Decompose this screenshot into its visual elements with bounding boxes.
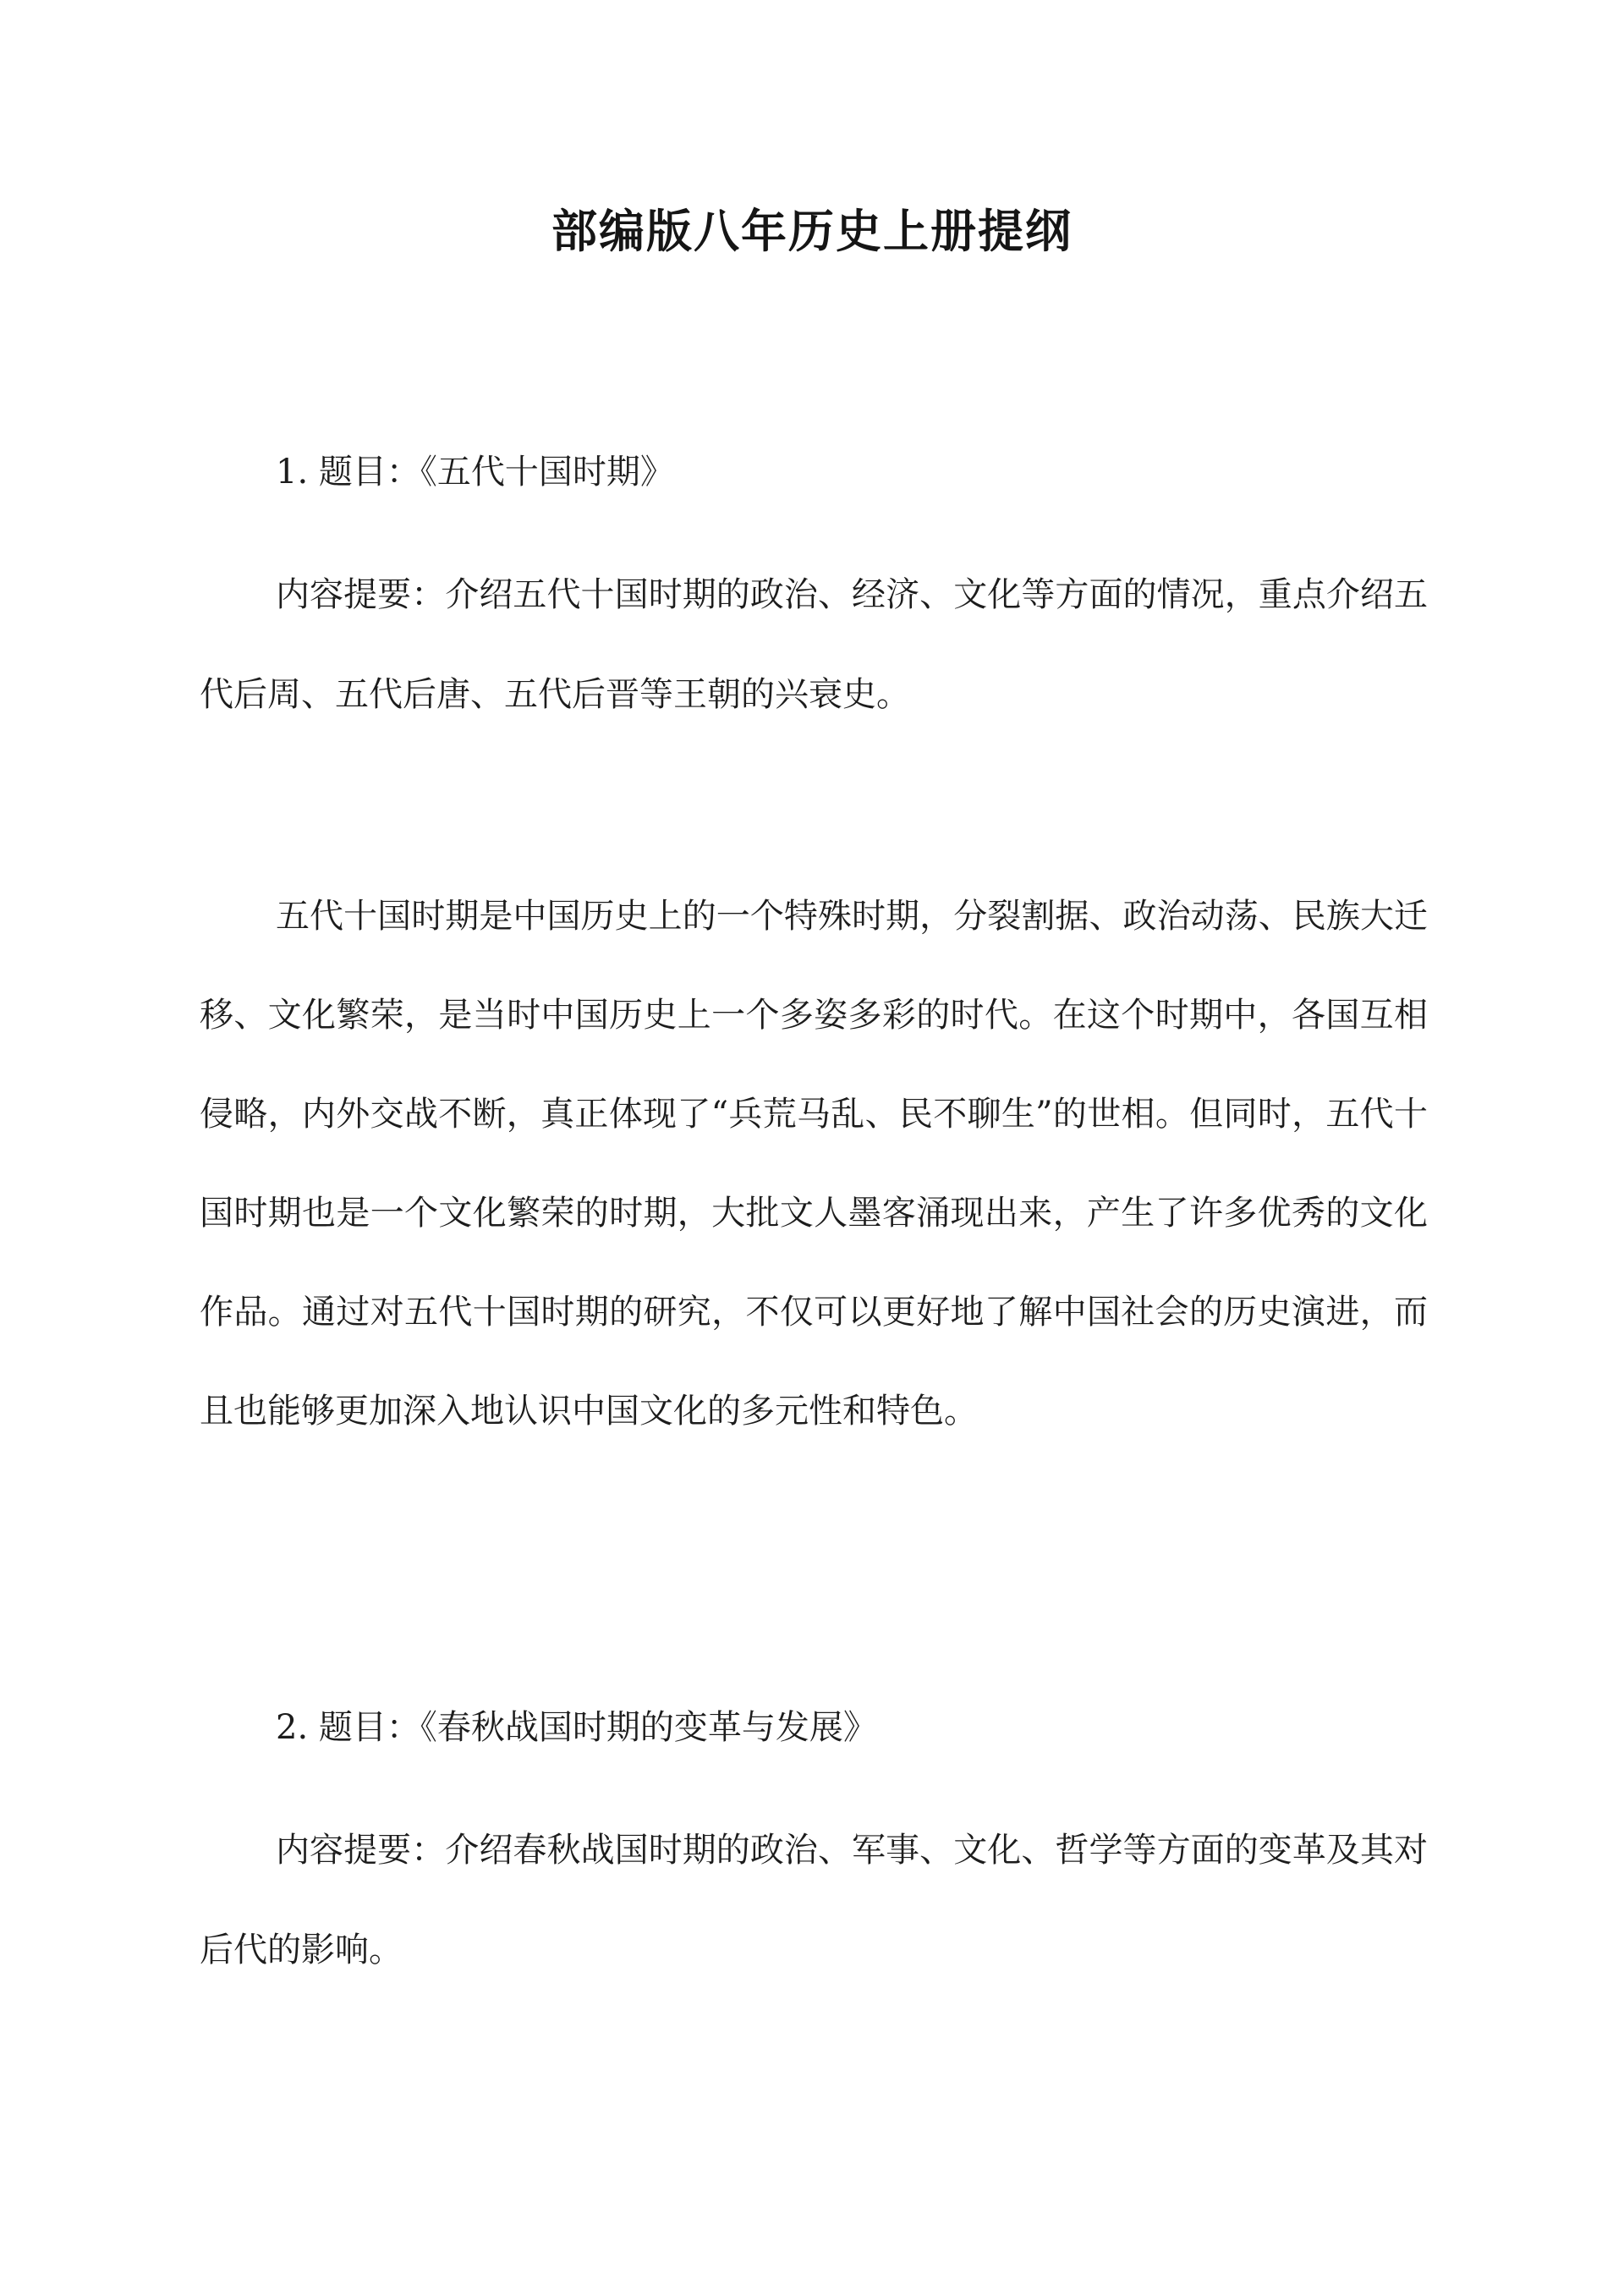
section-2-heading: 2. 题目：《春秋战国时期的变革与发展》 — [276, 1708, 877, 1747]
document-title: 部编版八年历史上册提纲 — [551, 204, 1073, 258]
section-1-body: 五代十国时期是中国历史上的一个特殊时期，分裂割据、政治动荡、民族大迁移、文化繁荣，是当时中国历史上一个多姿多彩的时代。在这个时期中，各国互相侵略，内外交战不断，真正体现了“兵荒马乱、民不聊生”的世相。但同时，五代十国时期也是一个文化繁荣的时期，大批文人墨客涌现出来，产生了许多优秀的文化作品。通过对五代十国时期的研究，不仅可以更好地了解中国社会的历史演进，而且也能够更加深入地认识中国文化的多元性和特色。 — [200, 897, 1428, 1431]
section-1-summary: 内容提要：介绍五代十国时期的政治、经济、文化等方面的情况，重点介绍五代后周、五代后唐、五代后晋等王朝的兴衰史。 — [200, 575, 1428, 714]
section-1-heading: 1. 题目：《五代十国时期》 — [276, 453, 674, 492]
section-2-summary: 内容提要：介绍春秋战国时期的政治、军事、文化、哲学等方面的变革及其对后代的影响。 — [200, 1831, 1428, 1969]
